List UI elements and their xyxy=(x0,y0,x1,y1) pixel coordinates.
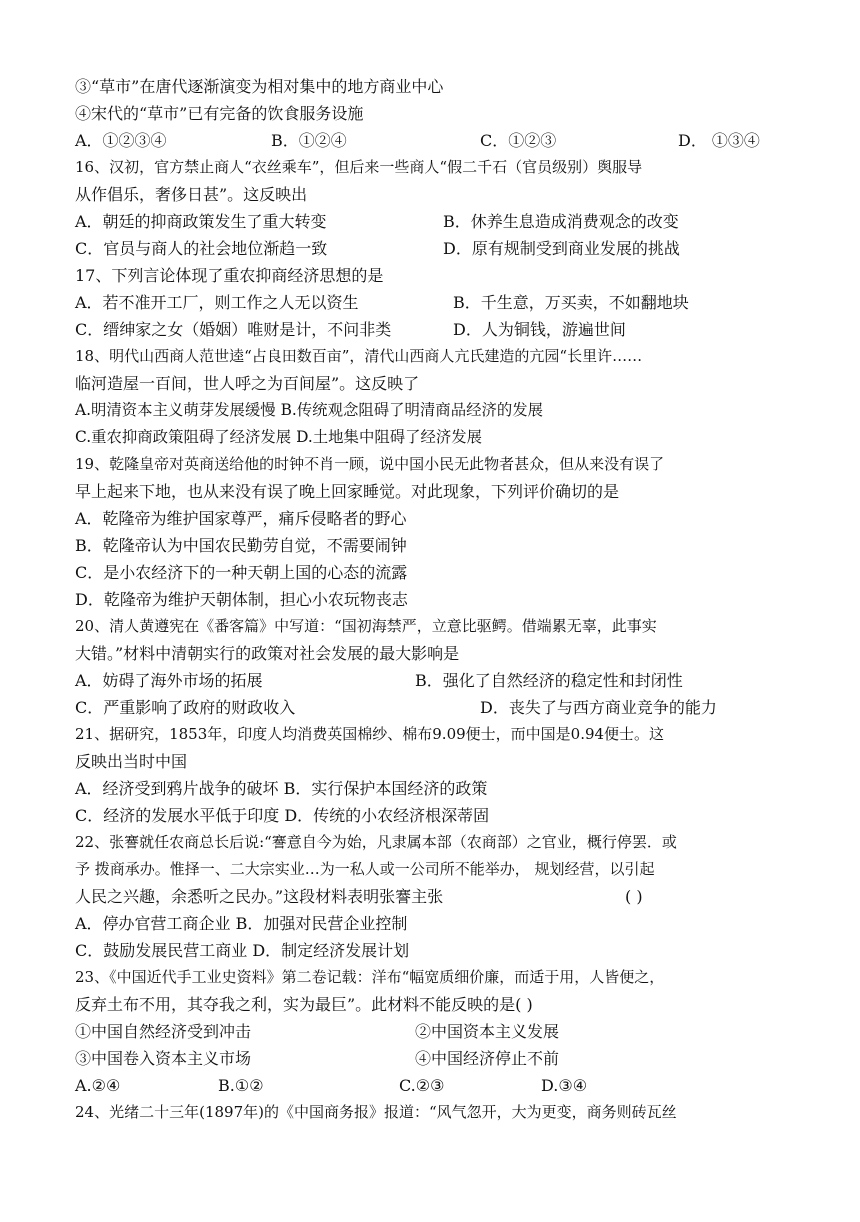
q18-options-row2: C.重农抑商政策阻碍了经济发展 D.土地集中阻碍了经济发展 xyxy=(75,428,483,446)
q16-option-b: B．休养生息造成消费观念的改变 xyxy=(443,212,679,231)
q19-option-a: A．乾隆帝为维护国家尊严，痛斥侵略者的野心 xyxy=(75,509,407,528)
q18-stem-line2: 临河造屋一百间，世人呼之为百间屋”。这反映了 xyxy=(75,374,420,393)
q23-option-c: C.②③ xyxy=(399,1076,445,1095)
q23-stem-line1: 23、《中国近代手工业史资料》第二卷记载：洋布“幅宽质细价廉，而适于用，人皆便之， xyxy=(75,968,665,986)
q23-option-d: D.③④ xyxy=(541,1076,588,1095)
q17-option-b: B．千生意，万买卖，不如翻地块 xyxy=(453,293,689,312)
q17-stem: 17、下列言论体现了重农抑商经济思想的是 xyxy=(75,266,384,285)
q23-item-2: ②中国资本主义发展 xyxy=(415,1022,560,1041)
q20-stem-line1: 20、清人黄遵宪在《番客篇》中写道：“国初海禁严，立意比驱鳄。借端累无辜，此事实 xyxy=(75,617,657,635)
q24-stem-line1: 24、光绪二十三年(1897年)的《中国商务报》报道：“风气忽开，大为更变，商务则砖瓦丝 xyxy=(75,1103,677,1121)
q23-option-a: A.②④ xyxy=(75,1076,121,1095)
q20-option-d: D．丧失了与西方商业竞争的能力 xyxy=(480,698,717,717)
q22-options-row1: A．停办官营工商企业 B．加强对民营企业控制 xyxy=(75,914,408,933)
q21-stem-line2: 反映出当时中国 xyxy=(75,752,188,771)
q19-stem-line1: 19、乾隆皇帝对英商送给他的时钟不肖一顾，说中国小民无此物者甚众，但从来没有误了 xyxy=(75,455,665,473)
q20-option-a: A．妨碍了海外市场的拓展 xyxy=(75,671,263,690)
q17-option-a: A．若不准开工厂，则工作之人无以资生 xyxy=(75,293,359,312)
q15-option-d: D． ①③④ xyxy=(678,131,760,150)
q15-statement-4: ④宋代的“草市”已有完备的饮食服务设施 xyxy=(75,104,364,123)
q18-options-row1: A.明清资本主义萌芽发展缓慢 B.传统观念阻碍了明清商品经济的发展 xyxy=(75,401,544,419)
q16-stem-line1: 16、汉初，官方禁止商人“衣丝乘车”，但后来一些商人“假二千石（官员级别）舆服导 xyxy=(75,158,643,176)
q17-option-d: D．人为铜钱，游遍世间 xyxy=(453,320,626,339)
q15-option-c: C．①②③ xyxy=(480,131,557,150)
q23-item-4: ④中国经济停止不前 xyxy=(415,1049,560,1068)
q23-option-b: B.①② xyxy=(218,1076,264,1095)
q19-option-d: D．乾隆帝为维护天朝体制，担心小农玩物丧志 xyxy=(75,590,408,609)
q22-stem-line2: 予 拨商承办。惟择一、二大宗实业…为一私人或一公司所不能举办， 规划经营，以引起 xyxy=(75,860,655,878)
answer-blank: ( ) xyxy=(625,887,643,906)
q23-stem-line2: 反弃土布不用，其夺我之利，实为最巨”。此材料不能反映的是( ) xyxy=(75,995,533,1014)
q15-option-a: A．①②③④ xyxy=(75,131,167,150)
q20-stem-line2: 大错。”材料中清朝实行的政策对社会发展的最大影响是 xyxy=(75,644,460,663)
q19-option-c: C．是小农经济下的一种天朝上国的心态的流露 xyxy=(75,563,408,582)
q16-stem-line2: 从作倡乐，奢侈日甚”。这反映出 xyxy=(75,185,308,204)
q22-options-row2: C．鼓励发展民营工商业 D．制定经济发展计划 xyxy=(75,941,410,960)
q15-statement-3: ③“草市”在唐代逐渐演变为相对集中的地方商业中心 xyxy=(75,77,444,96)
q19-option-b: B．乾隆帝认为中国农民勤劳自觉，不需要闹钟 xyxy=(75,536,407,555)
q16-option-a: A．朝廷的抑商政策发生了重大转变 xyxy=(75,212,327,231)
q18-stem-line1: 18、明代山西商人范世逵“占良田数百亩”，清代山西商人亢氏建造的亢园“长里许…… xyxy=(75,347,643,365)
q21-options-row2: C．经济的发展水平低于印度 D．传统的小农经济根深蒂固 xyxy=(75,806,490,825)
q20-option-b: B．强化了自然经济的稳定性和封闭性 xyxy=(415,671,683,690)
q15-option-b: B．①②④ xyxy=(271,131,347,150)
q16-option-c: C．官员与商人的社会地位渐趋一致 xyxy=(75,239,328,258)
q23-item-3: ③中国卷入资本主义市场 xyxy=(75,1049,252,1068)
q23-item-1: ①中国自然经济受到冲击 xyxy=(75,1022,252,1041)
q22-stem-text: 人民之兴趣，余悉听之民办。”这段材料表明张謇主张 xyxy=(75,887,444,906)
q16-option-d: D．原有规制受到商业发展的挑战 xyxy=(443,239,680,258)
q17-option-c: C．缙绅家之女（婚姻）唯财是计，不问非类 xyxy=(75,320,392,339)
q21-options-row1: A．经济受到鸦片战争的破坏 B．实行保护本国经济的政策 xyxy=(75,779,488,798)
q22-stem-line1: 22、张謇就任农商总长后说:“謇意自今为始，凡隶属本部（农商部）之官业，概行停罢．或 xyxy=(75,833,677,851)
q21-stem-line1: 21、据研究，1853年，印度人均消费英国棉纱、棉布9.09便士，而中国是0.94便士。这 xyxy=(75,725,665,743)
q20-option-c: C．严重影响了政府的财政收入 xyxy=(75,698,296,717)
q19-stem-line2: 早上起来下地，也从来没有误了晚上回家睡觉。对此现象，下列评价确切的是 xyxy=(75,482,620,501)
